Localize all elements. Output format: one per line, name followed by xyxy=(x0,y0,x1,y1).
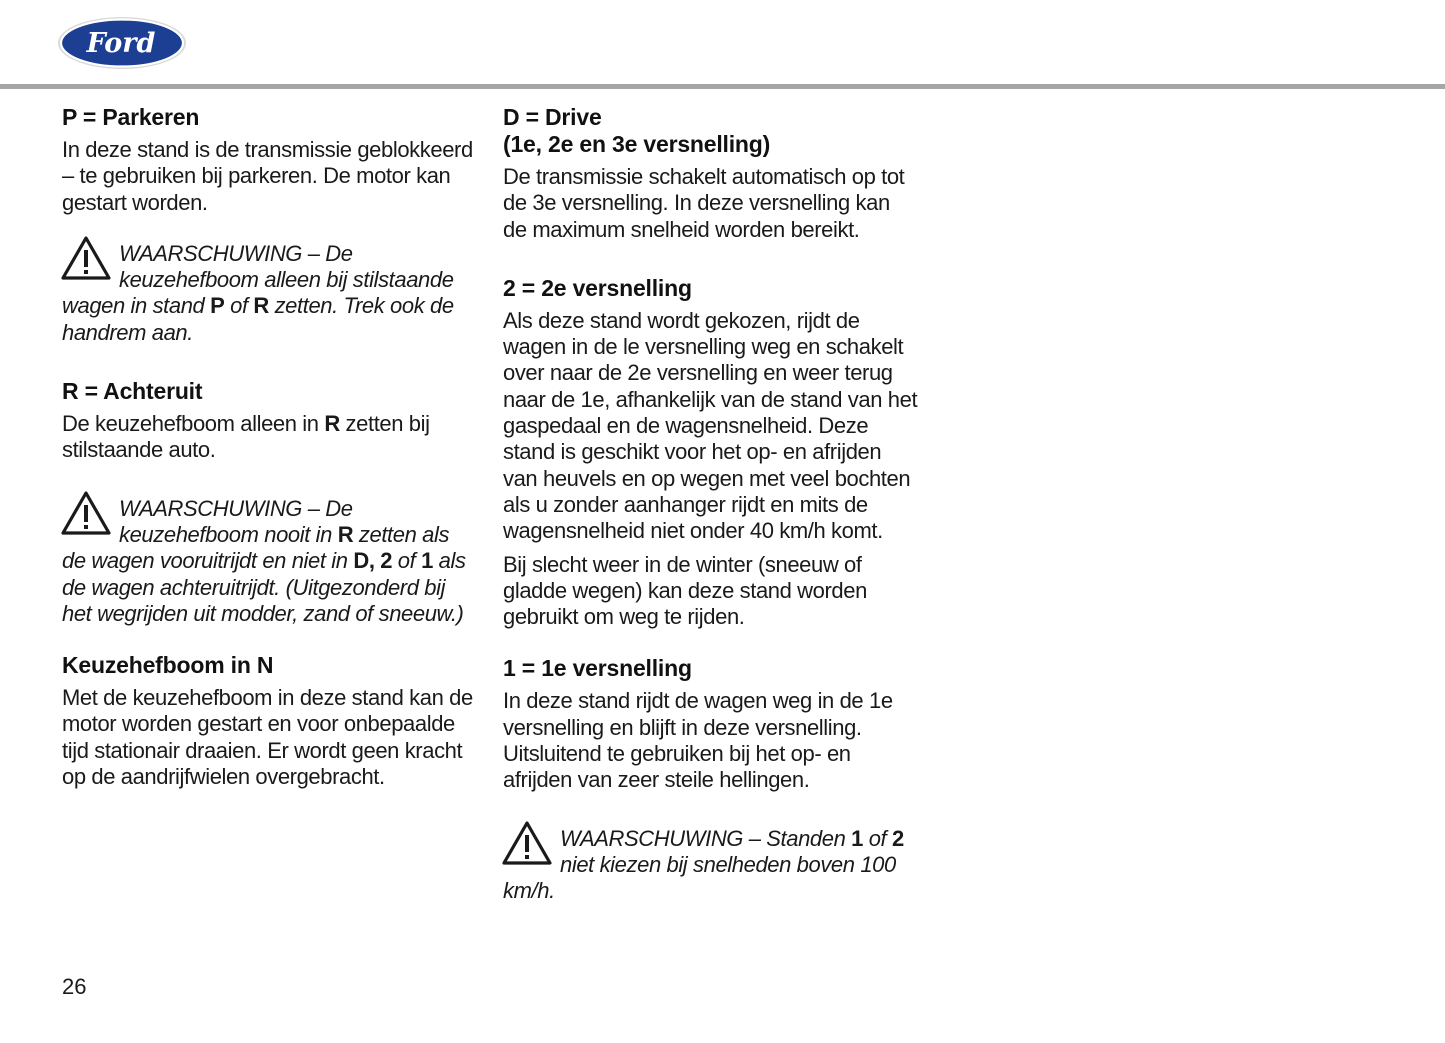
one-heading: 1 = 1e versnelling xyxy=(503,655,692,682)
warning-triangle-icon xyxy=(60,490,112,536)
n-heading: Keuzehefboom in N xyxy=(62,652,274,679)
ford-logo-text: Ford xyxy=(86,28,156,59)
right-column xyxy=(503,104,918,905)
warning-reverse-text-1: WAARSCHUWING – De keuzehefboom nooit in xyxy=(119,495,353,547)
warning-speed-text-3: niet kiezen bij snelheden boven 100 km/h. xyxy=(503,851,896,904)
warning-park xyxy=(62,241,477,346)
warning-speed-2: 2 xyxy=(891,825,904,851)
warning-triangle-icon xyxy=(60,235,112,281)
one-text: In deze stand rijdt de wagen weg in de 1e versnelling en blijft in deze versnelling. Uitsluitend te gebruiken bij het op- en afrijden van zeer steile hellingen. xyxy=(503,688,893,793)
r-text-2: zetten bij stilstaande auto. xyxy=(62,411,430,463)
r-heading: R = Achteruit xyxy=(62,378,203,405)
warning-speed xyxy=(503,826,918,905)
ford-logo xyxy=(57,16,187,70)
header-divider xyxy=(0,84,1445,89)
two-text-1: Als deze stand wordt gekozen, rijdt de wagen in de le versnelling weg en schakelt over naar de 2e versnelling en weer terug naar de 1e, afhankelijk van de stand van het gaspedaal en de wagensnelheid. Deze stand is geschikt voor het op- en afrijden van heuvels en op wegen met veel bochten als u zonder aanhanger rijdt en mits de wagensnelheid niet onder 40 km/h komt. xyxy=(503,307,918,544)
r-text-1: De keuzehefboom alleen in xyxy=(62,411,325,437)
warning-park-p: P xyxy=(210,293,225,319)
warning-reverse-1: 1 xyxy=(421,548,433,574)
warning-park-text-1: WAARSCHUWING – De keuzehefboom alleen bij stilstaande wagen in stand xyxy=(62,240,454,319)
d-text: De transmissie schakelt automatisch op tot de 3e versnelling. In deze versnelling kan de maximum snelheid worden bereikt. xyxy=(503,164,905,242)
warning-reverse-text-4: als de wagen achteruitrijdt. (Uitgezonderd bij het wegrijden uit modder, zand of sneeuw.) xyxy=(62,548,466,626)
warning-reverse-r: R xyxy=(337,521,354,547)
r-text xyxy=(62,411,477,464)
p-heading: P = Parkeren xyxy=(62,104,200,130)
d-heading: D = Drive xyxy=(503,104,602,130)
left-column xyxy=(62,104,477,790)
warning-reverse-text-2: zetten als de wagen vooruitrijdt en niet in xyxy=(62,521,450,574)
two-heading: 2 = 2e versnelling xyxy=(503,274,692,301)
warning-reverse-text-3: of xyxy=(392,548,422,574)
r-text-bold: R xyxy=(324,411,340,437)
warning-park-text-2: of xyxy=(224,293,254,319)
d-subheading: (1e, 2e en 3e versnelling) xyxy=(503,131,771,157)
warning-speed-text-1: WAARSCHUWING – Standen xyxy=(560,825,852,851)
warning-speed-1: 1 xyxy=(851,825,863,851)
warning-park-text-3: zetten. Trek ook de handrem aan. xyxy=(62,293,454,345)
warning-reverse xyxy=(62,496,477,627)
warning-park-r: R xyxy=(253,293,269,319)
warning-speed-text-2: of xyxy=(863,825,892,851)
n-text: Met de keuzehefboom in deze stand kan de motor worden gestart en voor onbepaalde tijd stationair draaien. Er wordt geen kracht op de aandrijfwielen overgebracht. xyxy=(62,685,473,790)
p-text: In deze stand is de transmissie geblokkeerd – te gebruiken bij parkeren. De motor kan gestart worden. xyxy=(62,137,473,215)
two-text-2: Bij slecht weer in de winter (sneeuw of gladde wegen) kan deze stand worden gebruikt om weg te rijden. xyxy=(503,551,867,630)
page-number: 26 xyxy=(62,974,87,999)
warning-triangle-icon xyxy=(501,820,553,866)
warning-reverse-d2: D, 2 xyxy=(353,548,393,574)
